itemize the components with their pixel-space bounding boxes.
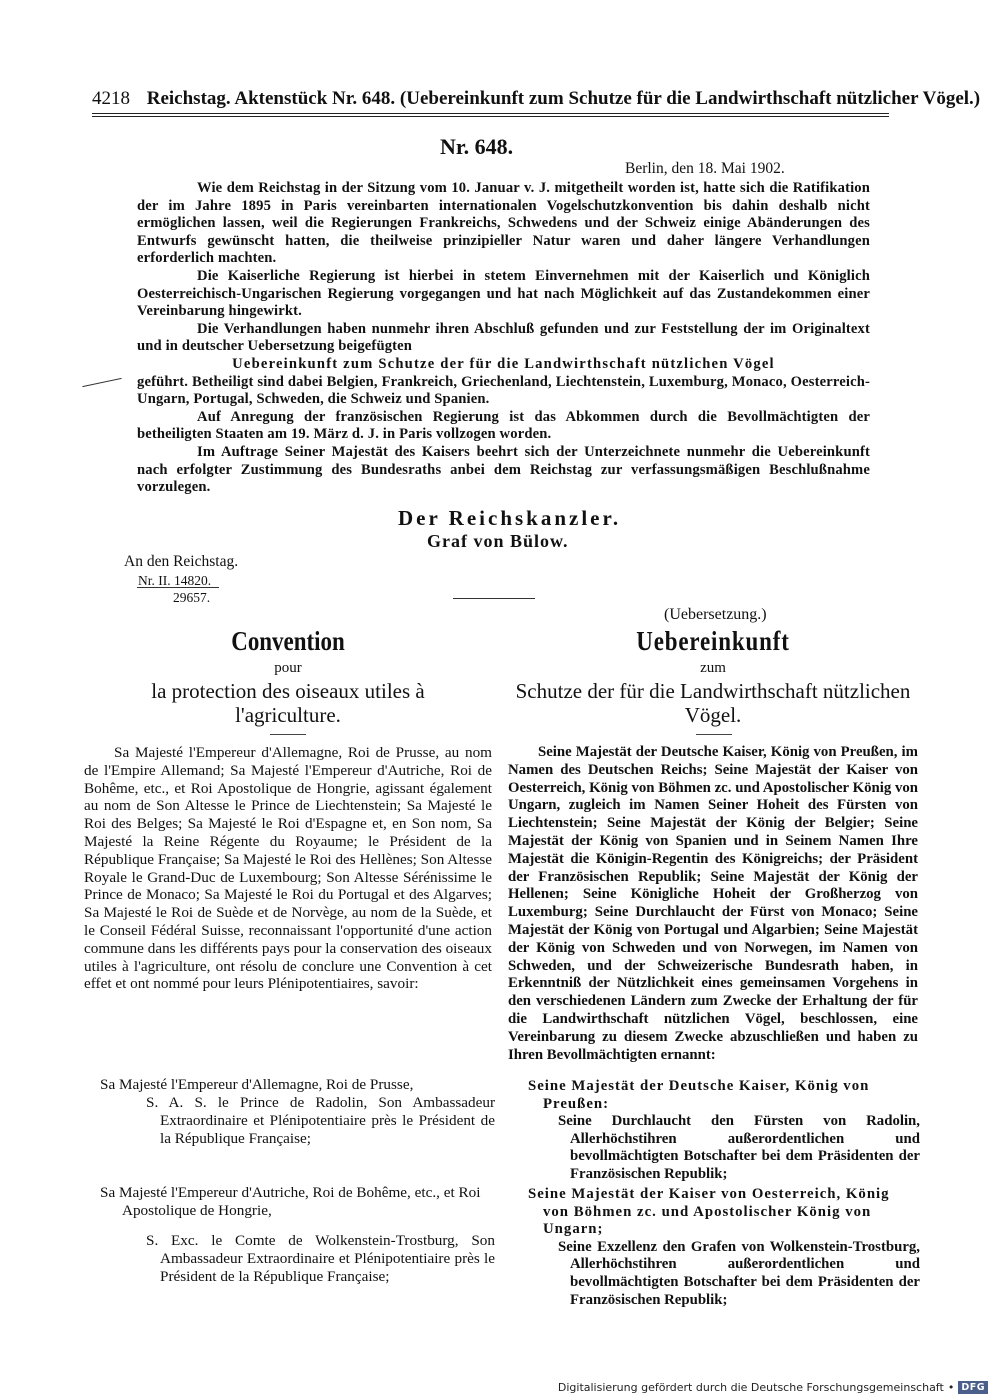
intro-paragraph: geführt. Betheiligt sind dabei Belgien, Frankreich, Griechenland, Liechtenstein, Luxemburg, Monaco, Oesterreich-Ungarn, Portugal, Schweden, die Schweiz und Spanien. [137, 374, 870, 409]
german-heading-rule [696, 734, 732, 735]
section-divider [453, 598, 535, 599]
running-header [92, 88, 981, 110]
header-rule-top [92, 113, 889, 114]
intro-paragraph: Im Auftrage Seiner Majestät des Kaisers beehrt sich der Unterzeichnete nunmehr die Uebereinkunft nach erfolgter Zustimmung des Bundesraths anbei dem Reichstag zur verfassungsmäßigen Beschlußnahme vorzulegen. [137, 443, 870, 496]
german-plenipotentiary-2 [528, 1186, 920, 1309]
translation-note: (Uebersetzung.) [664, 606, 767, 623]
intro-text [137, 180, 870, 497]
reference-sub: 29657. [173, 590, 211, 605]
german-title: Uebereinkunft [636, 626, 790, 656]
german-plenipotentiary-1 [528, 1078, 920, 1184]
french-plenipotentiary-1 [100, 1076, 495, 1148]
dfg-logo-icon: DFG [958, 1381, 988, 1394]
reference-number: Nr. II. 14820. [138, 573, 212, 588]
delegate: Seine Exzellenz den Grafen von Wolkenstein-Trostburg, Allerhöchstihren außerordentlichen und bevollmächtigten Botschafter bei dem Präsidenten der Französischen Republik; [558, 1238, 920, 1308]
french-preamble: Sa Majesté l'Empereur d'Allemagne, Roi de Prusse, au nom de l'Empire Allemand; Sa Majesté l'Empereur d'Autriche, Roi de Bohême, etc., et Roi Apostolique de Hongrie, agissant également au nom de Son Altesse le Prince de Liechtenstein; Sa Majesté le Roi des Belges; Sa Majesté le Roi d'Espagne et, en Son nom, Sa Majesté la Reine Régente du Royaume; le Président de la République Française; Sa Majesté le Roi des Hellènes; Son Altesse Royale le Grand-Duc de Luxembourg; Son Altesse Sérénissime le Prince de Monaco; Sa Majesté le Roi du Portugal et des Algarves; Sa Majesté le Roi de Suède et de Norvège, au nom de la Suède, et le Conseil Fédéral Suisse, reconnaissant l'opportunité d'une action commune dans les différents pays pour la conservation des oiseaux utiles à l'agriculture, ont résolu de conclure une Convention à cet effet et ont nommé pour leurs Plénipotentiaires, savoir: [84, 744, 492, 993]
french-title: Convention [231, 626, 345, 656]
sovereign: Seine Majestät der Deutsche Kaiser, König von Preußen: [528, 1078, 870, 1112]
page-number: 4218 [92, 88, 130, 109]
intro-paragraph: Auf Anregung der französischen Regierung ist das Abkommen durch die Bevollmächtigten der betheiligten Staaten am 19. März d. J. in Paris vollzogen worden. [137, 408, 870, 443]
signature-title: Der Reichskanzler. [398, 506, 622, 530]
intro-paragraph: Wie dem Reichstag in der Sitzung vom 10. Januar v. J. mitgetheilt worden ist, hatte sich die Ratifikation der im Jahre 1895 in Paris vereinbarten internationalen Vogelschutzkonvention bis dahin deshalb nicht ermöglichen lassen, weil die Regierungen Frankreichs, Schwedens und der Schweiz einige Abänderungen des Entwurfs gewünscht hatten, die theilweise prinzipieller Natur waren und daher längere Verhandlungen erforderlich machten. [137, 180, 870, 267]
delegate: S. A. S. le Prince de Radolin, Son Ambassadeur Extraordinaire et Plénipotentiaire près le Président de la République Française; [146, 1094, 495, 1147]
french-heading-rule [270, 734, 306, 735]
french-plenipotentiary-2 [100, 1184, 495, 1286]
digitization-footer [558, 1381, 988, 1394]
sovereign: Sa Majesté l'Empereur d'Allemagne, Roi de Prusse, [100, 1076, 414, 1093]
document-date: Berlin, den 18. Mai 1902. [625, 160, 785, 177]
intro-paragraph: Die Kaiserliche Regierung ist hierbei in stetem Einvernehmen mit der Kaiserlich und Königlich Oesterreichisch-Ungarischen Regierung vorgegangen und hat nach Möglichkeit auf das Zustandekommen einer Vereinbarung hingewirkt. [137, 267, 870, 320]
reference-rule [137, 587, 219, 588]
french-pour: pour [274, 660, 302, 676]
footer-text: Digitalisierung gefördert durch die Deutsche Forschungsgemeinschaft [557, 1381, 944, 1394]
french-subtitle: la protection des oiseaux utiles à l'agriculture. [151, 679, 425, 727]
delegate: S. Exc. le Comte de Wolkenstein-Trostburg, Son Ambassadeur Extraordinaire et Plénipotentiaire près le Président de la République Française; [146, 1232, 495, 1285]
footer-bullet: • [947, 1381, 955, 1394]
signature-name: Graf von Bülow. [427, 531, 569, 551]
german-preamble: Seine Majestät der Deutsche Kaiser, König von Preußen, im Namen des Deutschen Reichs; Seine Majestät der Kaiser von Oesterreich, König von Böhmen zc. und Apostolischer König von Ungarn, zugleich im Namen Seiner Hoheit des Fürsten von Liechtenstein; Seine Majestät der König der Belgier; Seine Majestät der König von Spanien und in Seinem Namen Ihre Majestät die Königin-Regentin des Königreichs; der Präsident der Französischen Republik; Seine Majestät der König der Hellenen; Seine Königliche Hoheit der Großherzog von Luxemburg; Seine Durchlaucht der Fürst von Monaco; Seine Majestät der König von Portugal und Algarbien; Seine Majestät der König von Schweden und von Norwegen, im Namen von Schweden, und der Schweizerische Bundesrath haben, in Erkenntniß der Nützlichkeit eines gemeinsamen Vorgehens in den verschiedenen Ländern zum Zwecke der Erhaltung der für die Landwirthschaft nützlichen Vögel, beschlossen, eine Vereinbarung zu diesem Zwecke abzuschließen und haben zu Ihren Bevollmächtigten ernannt: [508, 744, 918, 1063]
document-number: Nr. 648. [440, 134, 514, 159]
header-title: Reichstag. Aktenstück Nr. 648. (Uebereinkunft zum Schutze für die Landwirthschaft nützlicher Vögel.) [146, 88, 981, 109]
intro-paragraph: Die Verhandlungen haben nunmehr ihren Abschluß gefunden und zur Feststellung der im Originaltext und in deutscher Uebersetzung beigefügten [137, 320, 870, 355]
addressee: An den Reichstag. [124, 553, 239, 570]
german-subtitle: Schutze der für die Landwirthschaft nützlichen Vögel. [515, 679, 911, 727]
margin-mark [82, 378, 121, 387]
convention-line: Uebereinkunft zum Schutze der für die Landwirthschaft nützlichen Vögel [232, 355, 775, 372]
delegate: Seine Durchlaucht den Fürsten von Radolin, Allerhöchstihren außerordentlichen und bevollmächtigten Botschafter bei dem Präsidenten der Französischen Republik; [558, 1113, 920, 1182]
sovereign: Sa Majesté l'Empereur d'Autriche, Roi de Bohême, etc., et Roi Apostolique de Hongrie, [100, 1184, 481, 1219]
german-zum: zum [700, 660, 726, 676]
sovereign: Seine Majestät der Kaiser von Oesterreich, König von Böhmen zc. und Apostolischer König von Ungarn; [528, 1186, 890, 1238]
header-rule-bottom [92, 116, 889, 117]
